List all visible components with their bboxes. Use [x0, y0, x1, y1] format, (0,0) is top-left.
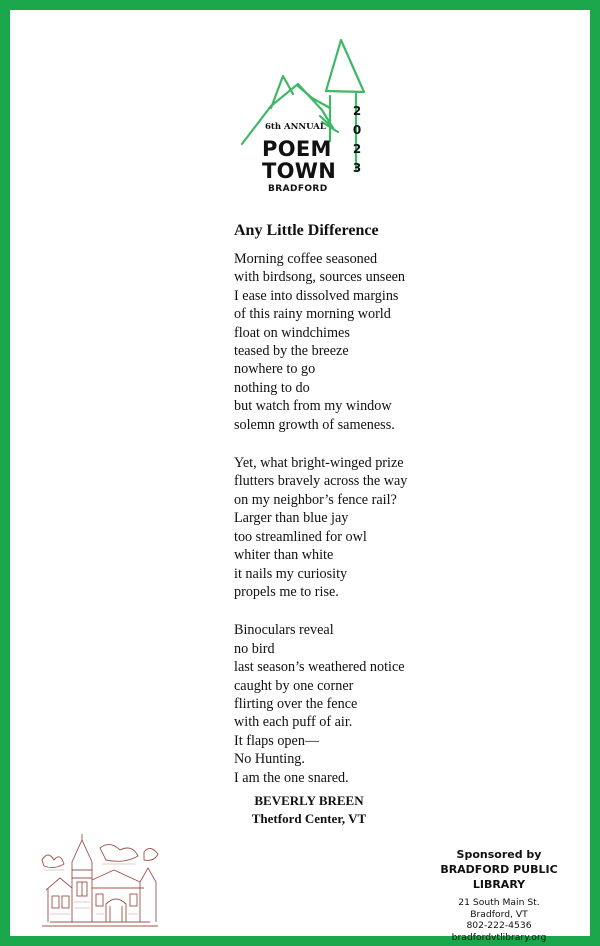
poem-town-logo [238, 36, 378, 204]
poem-line: no bird [234, 640, 275, 657]
poem-line: it nails my curiosity [234, 565, 348, 582]
poem-line: solemn growth of sameness. [234, 416, 395, 433]
poem-line: No Hunting. [234, 751, 305, 768]
poem-line: Larger than blue jay [234, 510, 349, 527]
author-name: BEVERLY BREEN [254, 793, 364, 808]
library-sketch-icon [40, 830, 160, 935]
poem-line: nothing to do [234, 379, 310, 396]
poem-title: Any Little Difference [234, 222, 379, 239]
logo-word-poem: POEM [262, 137, 332, 161]
stanza-2 [234, 454, 407, 601]
poem-line: caught by one corner [234, 677, 354, 694]
year-digit: 0 [352, 123, 362, 137]
poem-line: float on windchimes [234, 324, 350, 341]
poem-line: flutters bravely across the way [234, 473, 408, 490]
sponsor-heading: Sponsored by [456, 848, 542, 861]
logo-word-town: TOWN [262, 159, 337, 183]
poem-line: whiter than white [234, 547, 334, 564]
stanza-3 [234, 621, 407, 787]
sponsor-city: Bradford, VT [470, 908, 528, 920]
poem-line: Binoculars reveal [234, 622, 334, 639]
annual-label: 6th ANNUAL [265, 122, 326, 132]
poem-line: last season’s weathered notice [234, 659, 405, 676]
poem-line: teased by the breeze [234, 343, 349, 360]
poem-line: I ease into dissolved margins [234, 287, 399, 304]
sponsor-name: BRADFORD PUBLIC LIBRARY [440, 863, 558, 891]
stanza-1 [234, 250, 407, 434]
author-location: Thetford Center, VT [251, 811, 367, 826]
poem-line: of this rainy morning world [234, 306, 391, 323]
poem-line: Yet, what bright-winged prize [234, 455, 404, 472]
poem-line: too streamlined for owl [234, 528, 367, 545]
poem-line: nowhere to go [234, 361, 316, 378]
poem-line: It flaps open— [234, 732, 320, 749]
poem-line: propels me to rise. [234, 583, 339, 600]
year-digit: 2 [352, 104, 362, 118]
sponsor-block [414, 848, 584, 943]
year-digit: 3 [352, 161, 362, 175]
poem-line: with each puff of air. [234, 714, 353, 731]
poem-line: but watch from my window [234, 398, 392, 415]
author-credit [234, 792, 384, 828]
poem-line: on my neighbor’s fence rail? [234, 491, 397, 508]
logo-year [351, 102, 363, 178]
poem-body [234, 250, 407, 807]
poem-line: Morning coffee seasoned [234, 251, 378, 267]
poem-line: flirting over the fence [234, 695, 358, 712]
poem-line: with birdsong, sources unseen [234, 269, 406, 286]
year-digit: 2 [352, 142, 362, 156]
sponsor-address: 21 South Main St. [458, 897, 540, 908]
sponsor-website[interactable]: bradfordvtlibrary.org [451, 931, 547, 943]
poem-line: I am the one snared. [234, 769, 349, 786]
sponsor-phone: 802-222-4536 [466, 920, 532, 932]
logo-place: BRADFORD [268, 184, 328, 194]
